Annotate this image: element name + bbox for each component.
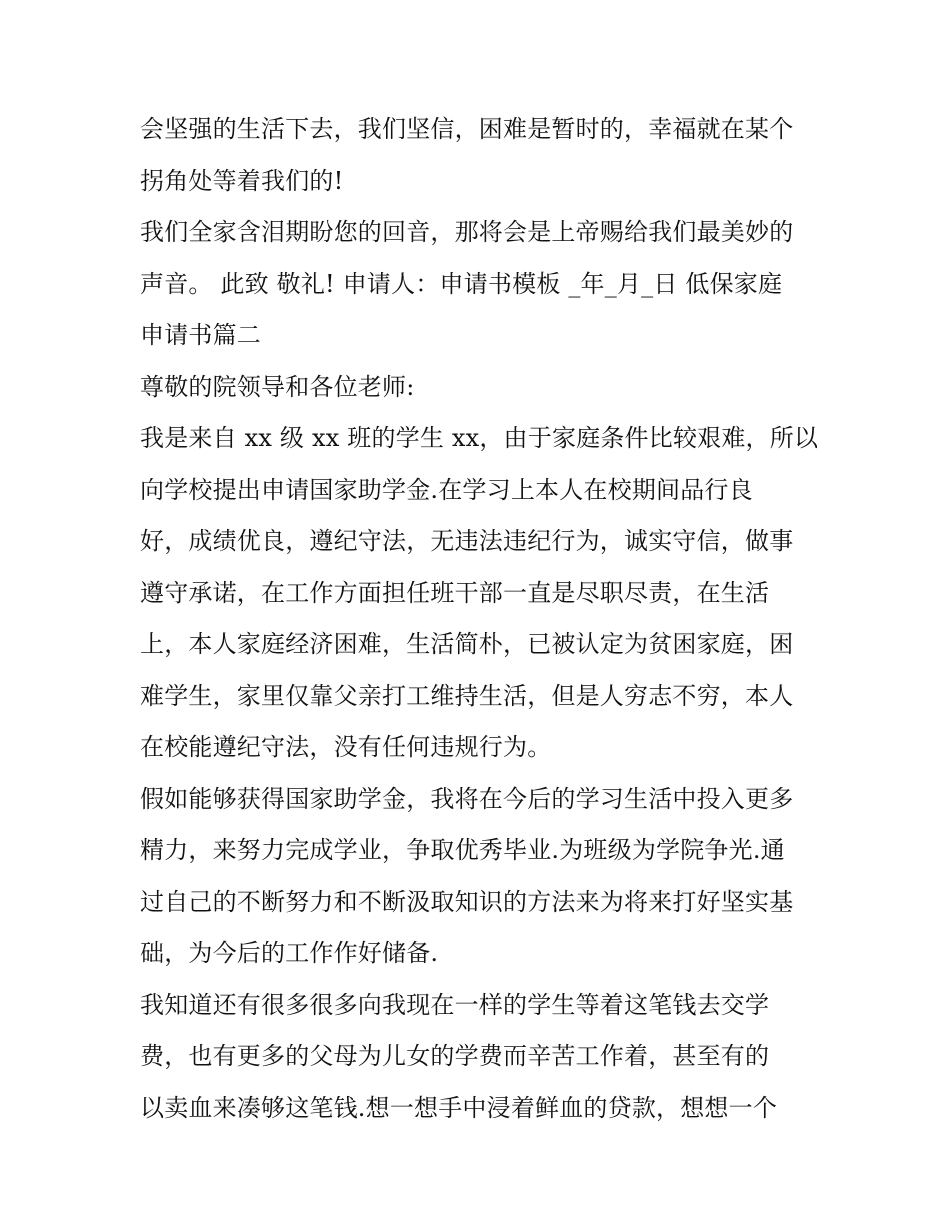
text-line: 以卖血来凑够这笔钱.想一想手中浸着鲜血的贷款，想想一个 — [140, 1093, 778, 1122]
text-line: 我们全家含泪期盼您的回音，那将会是上帝赐给我们最美妙的 — [140, 218, 794, 246]
text-line: 遵守承诺，在工作方面担任班干部一直是尽职尽责，在生活 — [140, 578, 770, 607]
text-line: 向学校提出申请国家助学金.在学习上本人在校期间品行良 — [140, 475, 753, 504]
section-heading: 申请书篇二 — [140, 321, 261, 349]
text-line: 精力，来努力完成学业，争取优秀毕业.为班级为学院争光.通 — [140, 836, 785, 864]
text-line: 础，为今后的工作作好储备. — [140, 939, 439, 967]
text-line: 声音。 此致 敬礼! 申请人：申请书模板 _年_月_日 低保家庭 — [140, 269, 783, 298]
document-body — [140, 104, 820, 1134]
text-line: 拐角处等着我们的! — [140, 166, 344, 195]
text-line: 过自己的不断努力和不断汲取知识的方法来为将来打好坚实基 — [140, 887, 794, 916]
text-line: 假如能够获得国家助学金，我将在今后的学习生活中投入更多 — [140, 784, 794, 813]
text-line: 会坚强的生活下去，我们坚信，困难是暂时的，幸福就在某个 — [140, 115, 794, 143]
salutation: 尊敬的院领导和各位老师: — [140, 372, 415, 401]
text-line: 费，也有更多的父母为儿女的学费而辛苦工作着，甚至有的 — [140, 1042, 770, 1070]
text-line: 我是来自 xx 级 xx 班的学生 xx，由于家庭条件比较艰难，所以 — [140, 424, 819, 452]
text-line: 难学生，家里仅靠父亲打工维持生活，但是人穷志不穷，本人 — [140, 681, 794, 710]
text-line: 好，成绩优良，遵纪守法，无违法违纪行为，诚实守信，做事 — [140, 527, 794, 555]
text-line: 在校能遵纪守法，没有任何违规行为。 — [140, 733, 552, 761]
text-line: 我知道还有很多很多向我现在一样的学生等着这笔钱去交学 — [140, 990, 770, 1019]
text-line: 上，本人家庭经济困难，生活简朴，已被认定为贫困家庭，困 — [140, 630, 794, 658]
